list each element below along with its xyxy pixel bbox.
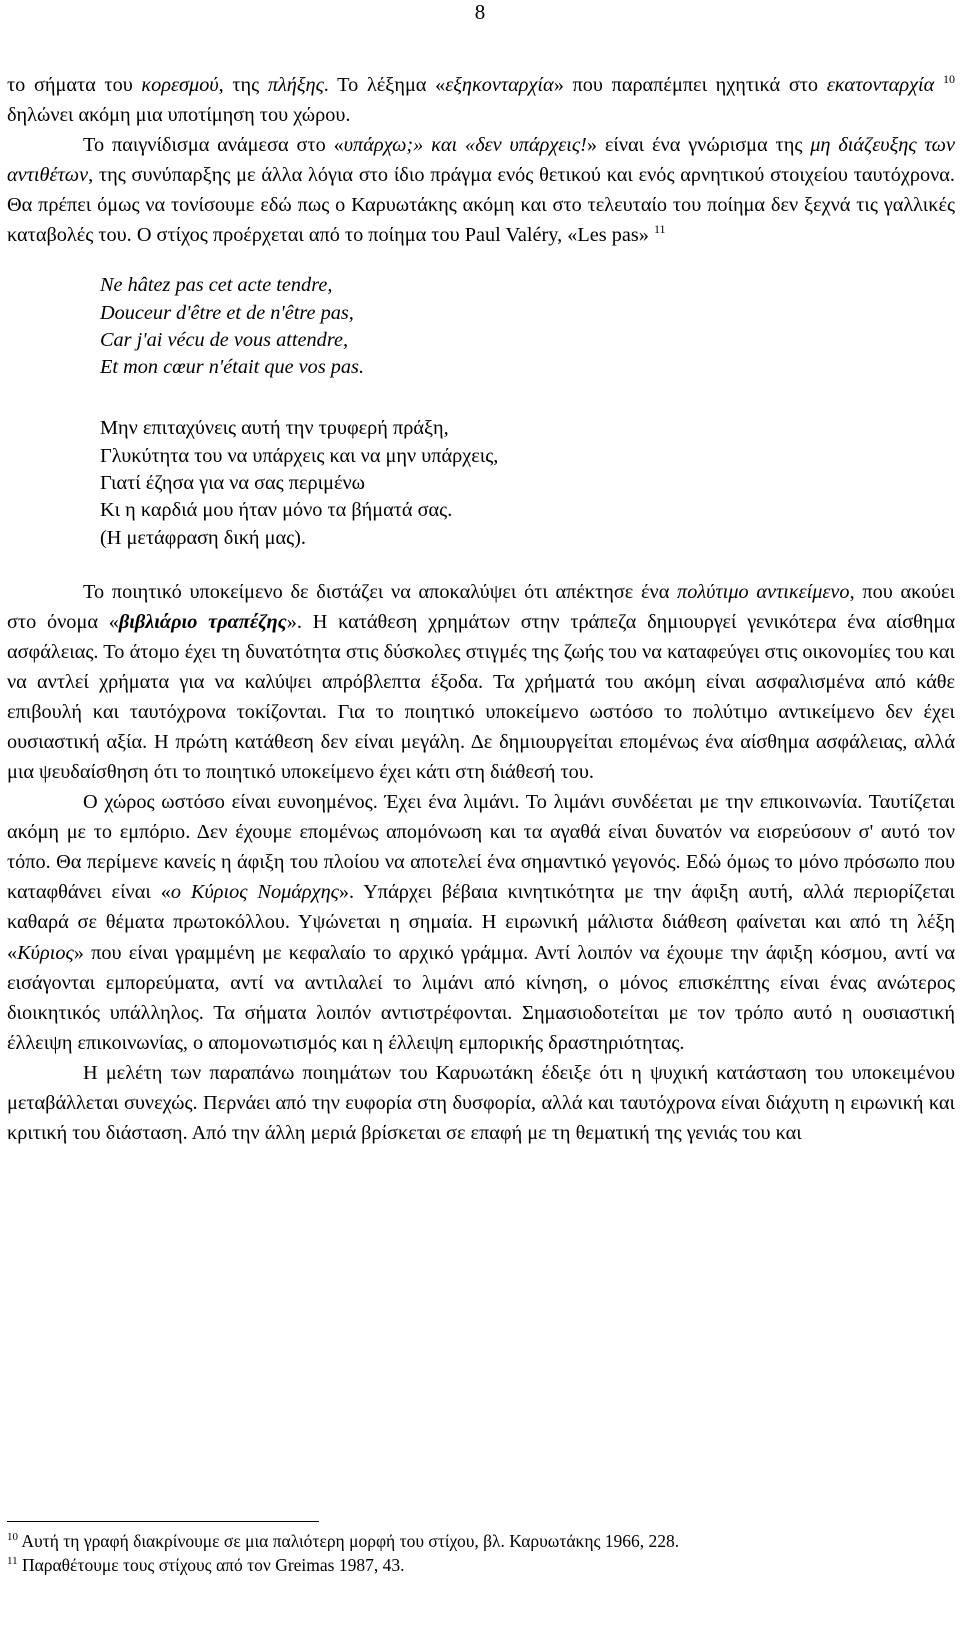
paragraph-5: Η μελέτη των παραπάνω ποιημάτων του Καρυωτάκη έδειξε ότι η ψυχική κατάσταση του υποκειμένου μεταβάλλεται συνεχώς. Περνάει από την ευφορία στη δυσφορία, αλλά και ταυτόχρονα είναι διάχυτη η ειρωνική και κριτική του διάσταση. Από την άλλη μεριά βρίσκεται σε επαφή με τη θεματική της γενιάς του και: [7, 1061, 955, 1144]
footnote-11: [7, 1553, 955, 1577]
footnote-ref-10[interactable]: 10: [942, 72, 955, 86]
poem-french: [7, 272, 955, 381]
footnote-separator: [7, 1521, 319, 1522]
paragraph-2: [7, 130, 955, 250]
paragraph-4: [7, 787, 955, 1057]
italic-term: κορεσμού: [141, 74, 219, 96]
text-run: , που ακούει στο όνομα «: [7, 580, 955, 633]
text-run: » είναι ένα γνώρισμα της: [586, 134, 811, 157]
poem-line: Car j'ai vécu de vous attendre,: [100, 328, 349, 351]
text-run: , της συνύπαρξης με άλλα λόγια στο ίδιο πράγμα ενός θετικού και ενός αρνητικού στοιχείου ταυτόχρονα. Θα πρέπει όμως να τονίσουμε εδώ πως ο Καρυωτάκης ακόμη και στο τελευταίο του ποίημα δεν ξεχνά τις γαλλικές καταβολές του. Ο στίχος προέρχεται από το ποίημα του Paul Valéry, «Les pas»: [7, 164, 955, 247]
italic-term: ο Κύριος Νομάρχης: [170, 881, 339, 904]
italic-term: πολύτιμο αντικείμενο: [677, 580, 850, 603]
italic-term: μη διάζευξης των αντιθέτων: [7, 134, 956, 187]
text-run: Ο χώρος ωστόσο είναι ευνοημένος. Έχει ένα λιμάνι. Το λιμάνι συνδέεται με την επικοινωνία. Ταυτίζεται ακόμη με το εμπόριο. Δεν έχουμε επομένως απομόνωση και τα αγαθά είναι δυνατόν να εισρεύσουν σ' αυτό τον τόπο. Θα περίμενε κανείς η άφιξη του πλοίου να αποτελεί ένα σημαντικό γεγονός. Εδώ όμως το μόνο πρόσωπο που καταφθάνει είναι «: [7, 791, 955, 904]
italic-term: εξηκονταρχία: [445, 74, 554, 96]
italic-term: εκατονταρχία: [826, 74, 935, 96]
body-text: [7, 70, 955, 1148]
poem-line: Μην επιταχύνεις αυτή την τρυφερή πράξη,: [100, 417, 449, 440]
italic-term: υπάρχω;» και «δεν υπάρχεις!: [343, 134, 587, 157]
text-run: ». Υπάρχει βέβαια κινητικότητα με την άφιξη αυτή, αλλά περιορίζεται καθαρά σε θέματα πρωτοκόλλου. Υψώνεται η σημαία. Η ειρωνική μάλιστα διάθεση φαίνεται και από τη λέξη «: [7, 881, 955, 964]
text-run: το σήματα του: [7, 74, 142, 96]
poem-line: Et mon cœur n'était que vos pas.: [100, 356, 365, 379]
text-run: » που είναι γραμμένη με κεφαλαίο το αρχικό γράμμα. Αντί λοιπόν να έχουμε την άφιξη κόσμου, αντί να εισάγονται εμπορεύματα, αντί να αντιλαλεί το λιμάνι από κίνηση, ο μόνος επισκέπτης είναι ένας ανώτερος διοικητικός υπάλληλος. Τα σήματα λοιπόν αντιστρέφονται. Σημασιοδοτείται με τον τρόπο αυτό η ουσιαστική έλλειψη επικοινωνίας, ο απομονωτισμός και η έλλειψη εμπορικής δραστηριότητας.: [7, 941, 955, 1054]
italic-term: Κύριος: [17, 941, 74, 964]
text-run: Το παιγνίδισμα ανάμεσα στο «: [83, 134, 344, 157]
text-run: » που παραπέμπει ηχητικά στο: [553, 74, 827, 96]
footnote-10: [7, 1529, 955, 1553]
italic-term: πλήξης: [267, 74, 324, 96]
footnotes: [7, 1529, 955, 1577]
poem-line: Γλυκύτητα του να υπάρχεις και να μην υπάρχεις,: [100, 444, 499, 467]
poem-line: Douceur d'être et de n'être pas,: [100, 301, 354, 324]
footnote-number: 10: [7, 1531, 18, 1543]
italic-term: βιβλιάριο τραπέζης: [118, 611, 287, 633]
text-run: , της: [218, 74, 268, 96]
poem-greek-translation: [7, 415, 955, 551]
text-run: ». Η κατάθεση χρημάτων στην τράπεζα δημιουργεί γενικότερα ένα αίσθημα ασφάλειας. Το άτομο έχει τη δυνατότητα στις δύσκολες στιγμές της ζωής του να καταφεύγει στις οικονομίες του και να αντλεί χρήματα για να καλύψει απρόβλεπτα έξοδα. Τα χρήματά του ακόμη είναι ασφαλισμένα από κάθε επιβουλή και ταυτόχρονα τοκίζονται. Για το ποιητικό υποκείμενο ωστόσο το πολύτιμο αντικείμενο δεν έχει ουσιαστική αξία. Η πρώτη κατάθεση δεν είναι μεγάλη. Δε δημιουργείται επομένως ένα αίσθημα ασφάλειας, αλλά μια ψευδαίσθηση ότι το ποιητικό υποκείμενο έχει κάτι στη διάθεσή του.: [7, 611, 955, 784]
footnote-text: Αυτή τη γραφή διακρίνουμε σε μια παλιότερη μορφή του στίχου, βλ. Καρυωτάκης 1966, 228.: [18, 1531, 680, 1551]
poem-line: Κι η καρδιά μου ήταν μόνο τα βήματά σας.: [100, 499, 453, 522]
footnote-text: Παραθέτουμε τους στίχους από τον Greimas 1987, 43.: [17, 1555, 405, 1575]
translation-note: (Η μετάφραση δική μας).: [100, 526, 306, 549]
poem-line: Γιατί έζησα για να σας περιμένω: [100, 472, 366, 495]
poem-line: Ne hâtez pas cet acte tendre,: [100, 274, 333, 297]
text-run: δηλώνει ακόμη μια υποτίμηση του χώρου.: [7, 104, 351, 127]
footnote-ref-11[interactable]: 11: [653, 222, 666, 237]
paragraph-3: [7, 577, 955, 787]
page-number: 8: [474, 0, 486, 24]
text-run: Το ποιητικό υποκείμενο δε διστάζει να αποκαλύψει ότι απέκτησε ένα: [83, 580, 678, 603]
paragraph-1: [7, 70, 955, 130]
text-run: . Το λέξημα «: [323, 74, 446, 96]
footnote-number: 11: [7, 1555, 18, 1567]
